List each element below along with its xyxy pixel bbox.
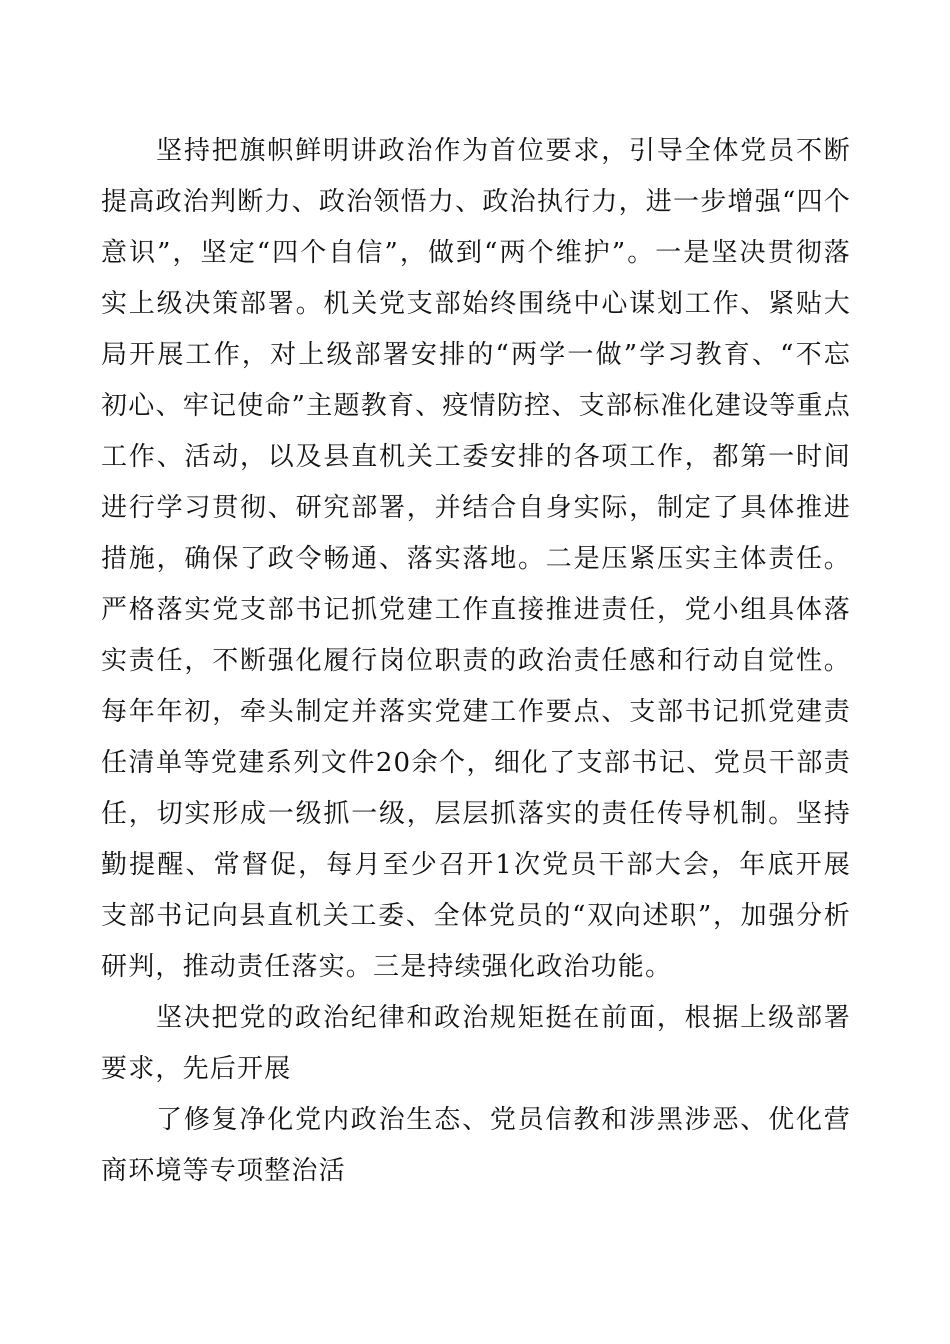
document-body [101,126,851,1197]
paragraph-political-discipline: 坚决把党的政治纪律和政治规矩挺在前面，根据上级部署要求，先后开展 [101,1003,851,1084]
paragraph-political-requirements: 坚持把旗帜鲜明讲政治作为首位要求，引导全体党员不断提高政治判断力、政治领悟力、政治执行力，进一步增强“四个意识”，坚定“四个自信”，做到“两个维护”。一是坚决贯彻落实上级决策部署。机关党支部始终围绕中心谋划工作、紧贴大局开展工作，对上级部署安排的“两学一做”学习教育、“不忘初心、牢记使命”主题教育、疫情防控、支部标准化建设等重点工作、活动，以及县直机关工委安排的各项工作，都第一时间进行学习贯彻、研究部署，并结合自身实际，制定了具体推进措施，确保了政令畅通、落实落地。二是压紧压实主体责任。严格落实党支部书记抓党建工作直接推进责任，党小组具体落实责任，不断强化履行岗位职责的政治责任感和行动自觉性。每年年初，牵头制定并落实党建工作要点、支部书记抓党建责任清单等党建系列文件20余个，细化了支部书记、党员干部责任，切实形成一级抓一级，层层抓落实的责任传导机制。坚持勤提醒、常督促，每月至少召开1次党员干部大会，年底开展支部书记向县直机关工委、全体党员的“双向述职”，加强分析研判，推动责任落实。三是持续强化政治功能。 [101,136,851,982]
paragraph-special-rectification: 了修复净化党内政治生态、党员信教和涉黑涉恶、优化营商环境等专项整治活 [101,1105,851,1186]
